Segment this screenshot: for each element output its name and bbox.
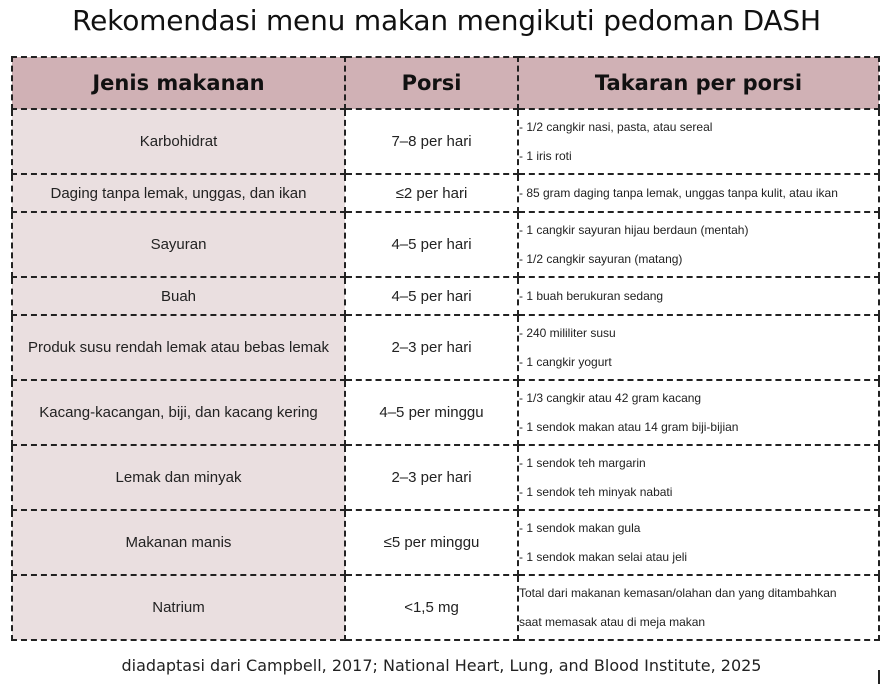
table-header-row [12,57,879,109]
cell-takaran [518,510,879,575]
takaran-line: - 1 cangkir sayuran hijau berdaun (mentah) [519,222,749,237]
cell-jenis: Kacang-kacangan, biji, dan kacang kering [12,380,345,445]
cell-takaran [518,277,879,315]
cell-porsi: 4–5 per hari [345,212,518,277]
cell-jenis: Buah [12,277,345,315]
cell-takaran [518,212,879,277]
dash-menu-table [11,56,880,641]
cell-takaran [518,445,879,510]
header-jenis-makanan: Jenis makanan [12,57,345,109]
cell-jenis: Lemak dan minyak [12,445,345,510]
takaran-line: - 240 mililiter susu [519,325,616,340]
table-row [12,174,879,212]
cell-porsi: 2–3 per hari [345,315,518,380]
takaran-line: - 1 cangkir yogurt [519,354,612,369]
cell-jenis: Daging tanpa lemak, unggas, dan ikan [12,174,345,212]
takaran-line: - 1 sendok teh margarin [519,455,646,470]
header-porsi: Porsi [345,57,518,109]
cell-jenis: Karbohidrat [12,109,345,174]
takaran-line: - 1 buah berukuran sedang [519,288,664,303]
cell-porsi: <1,5 mg [345,575,518,640]
cell-porsi: 7–8 per hari [345,109,518,174]
takaran-line: - 1 sendok makan atau 14 gram biji-bijian [519,419,739,434]
text-cursor-icon [878,670,880,684]
table-row [12,380,879,445]
table-row [12,315,879,380]
cell-porsi: 2–3 per hari [345,445,518,510]
takaran-line: - 1/2 cangkir nasi, pasta, atau sereal [519,119,713,134]
takaran-line: - 1 sendok teh minyak nabati [519,484,673,499]
takaran-line: - 1 sendok makan gula [519,520,641,535]
table-row [12,575,879,640]
cell-porsi: ≤2 per hari [345,174,518,212]
page-title: Rekomendasi menu makan mengikuti pedoman DASH [72,4,821,37]
cell-takaran [518,109,879,174]
cell-jenis: Sayuran [12,212,345,277]
takaran-line: - 1/3 cangkir atau 42 gram kacang [519,390,702,405]
table-row [12,445,879,510]
cell-takaran [518,315,879,380]
cell-porsi: 4–5 per hari [345,277,518,315]
takaran-line: saat memasak atau di meja makan [519,614,706,629]
table-row [12,212,879,277]
takaran-line: - 1 sendok makan selai atau jeli [519,549,688,564]
table-row [12,277,879,315]
source-caption: diadaptasi dari Campbell, 2017; National Heart, Lung, and Blood Institute, 2025 [121,656,762,675]
header-takaran-per-porsi: Takaran per porsi [518,57,879,109]
cell-porsi: ≤5 per minggu [345,510,518,575]
takaran-line: - 85 gram daging tanpa lemak, unggas tanpa kulit, atau ikan [519,185,838,200]
takaran-line: - 1/2 cangkir sayuran (matang) [519,251,683,266]
cell-takaran [518,575,879,640]
takaran-line: Total dari makanan kemasan/olahan dan yang ditambahkan [519,585,837,600]
table-row [12,109,879,174]
cell-jenis: Makanan manis [12,510,345,575]
cell-jenis: Natrium [12,575,345,640]
table-row [12,510,879,575]
cell-jenis: Produk susu rendah lemak atau bebas lemak [12,315,345,380]
cell-takaran [518,380,879,445]
takaran-line: - 1 iris roti [519,148,572,163]
cell-porsi: 4–5 per minggu [345,380,518,445]
cell-takaran [518,174,879,212]
